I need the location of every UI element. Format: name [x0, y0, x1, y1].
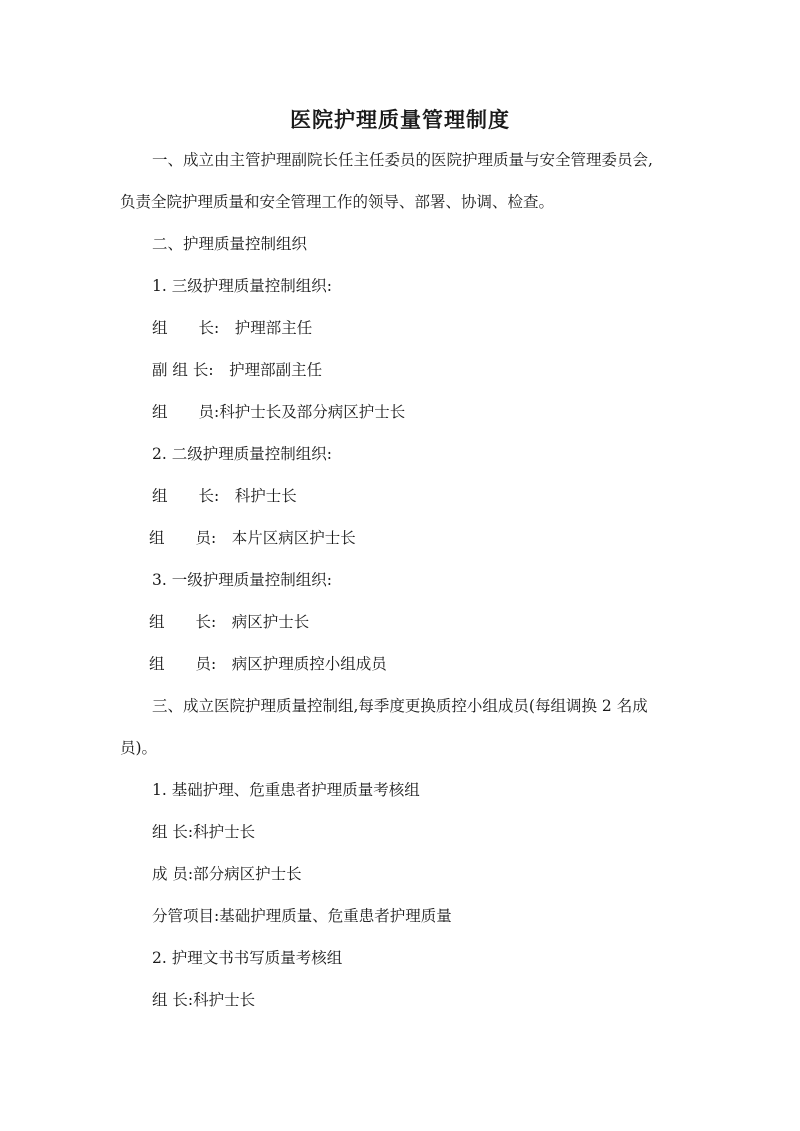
section-heading: 三、成立医院护理质量控制组,每季度更换质控小组成员(每组调换 2 名成 — [152, 697, 648, 715]
subsection-heading: 2. 二级护理质量控制组织: — [152, 445, 332, 463]
subsection-heading: 1. 基础护理、危重患者护理质量考核组 — [152, 781, 420, 799]
role-line: 分管项目:基础护理质量、危重患者护理质量 — [152, 907, 452, 925]
document-title: 医院护理质量管理制度 — [290, 108, 510, 132]
role-line: 成 员:部分病区护士长 — [152, 865, 302, 883]
role-line: 组 员: 本片区病区护士长 — [149, 529, 356, 547]
paragraph-line: 员)。 — [120, 739, 158, 757]
role-line: 副 组 长: 护理部副主任 — [152, 361, 323, 379]
role-line: 组 长:科护士长 — [152, 991, 256, 1009]
role-line: 组 长: 病区护士长 — [149, 613, 310, 631]
paragraph-line: 一、成立由主管护理副院长任主任委员的医院护理质量与安全管理委员会, — [152, 151, 653, 169]
section-heading: 二、护理质量控制组织 — [152, 235, 308, 253]
role-line: 组 长:科护士长 — [152, 823, 256, 841]
subsection-heading: 3. 一级护理质量控制组织: — [152, 571, 332, 589]
subsection-heading: 2. 护理文书书写质量考核组 — [152, 949, 343, 967]
subsection-heading: 1. 三级护理质量控制组织: — [152, 277, 332, 295]
role-line: 组 长: 护理部主任 — [152, 319, 313, 337]
role-line: 组 长: 科护士长 — [152, 487, 297, 505]
role-line: 组 员: 病区护理质控小组成员 — [149, 655, 387, 673]
role-line: 组 员:科护士长及部分病区护士长 — [152, 403, 406, 421]
paragraph-line: 负责全院护理质量和安全管理工作的领导、部署、协调、检查。 — [120, 193, 555, 211]
